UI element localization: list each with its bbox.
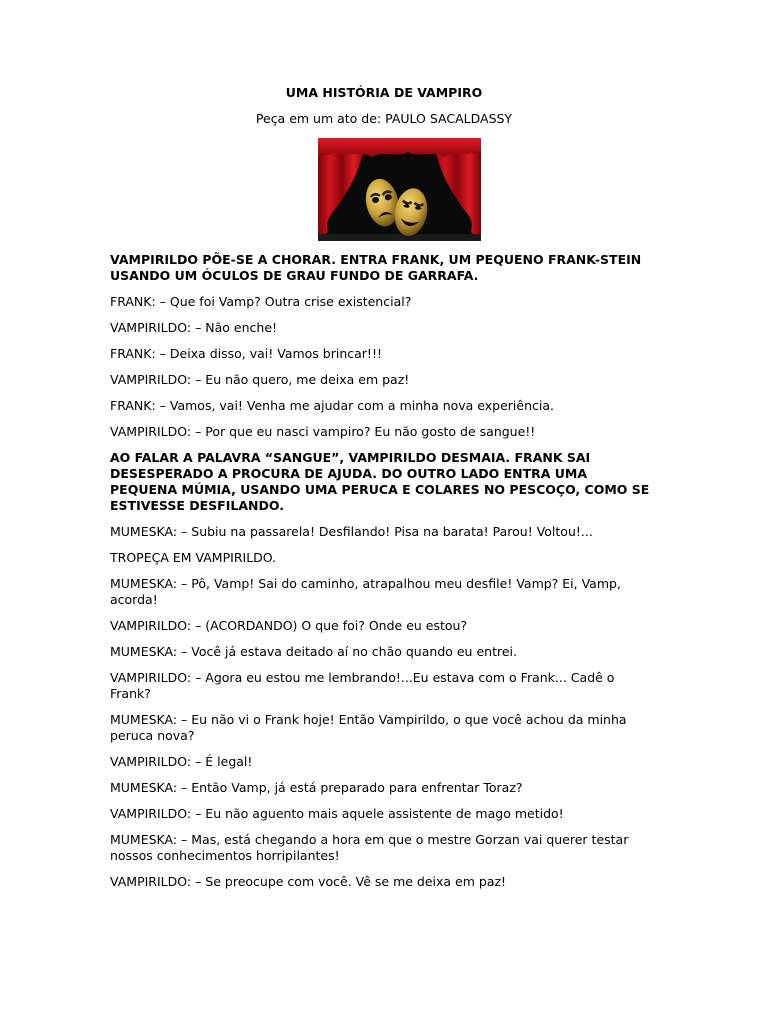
dialogue-line: FRANK: – Deixa disso, vai! Vamos brincar!!! <box>110 346 382 361</box>
dialogue-line: VAMPIRILDO: – Por que eu nasci vampiro? Eu não gosto de sangue!! <box>110 424 536 439</box>
document-title: UMA HISTÓRIA DE VAMPIRO <box>285 85 483 100</box>
dialogue-line: VAMPIRILDO: – Não enche! <box>110 320 278 335</box>
dialogue-line: MUMESKA: – Subiu na passarela! Desfilando! Pisa na barata! Parou! Voltou!... <box>110 524 593 539</box>
dialogue-line: MUMESKA: – Eu não vi o Frank hoje! Então Vampirildo, o que você achou da minha peruca nova? <box>110 712 627 743</box>
document-subtitle: Peça em um ato de: PAULO SACALDASSY <box>255 111 513 126</box>
dialogue-line: VAMPIRILDO: – Eu não quero, me deixa em paz! <box>110 372 410 387</box>
dialogue-line: FRANK: – Que foi Vamp? Outra crise existencial? <box>110 294 412 309</box>
stage-direction: AO FALAR A PALAVRA “SANGUE”, VAMPIRILDO DESMAIA. FRANK SAI DESESPERADO A PROCURA DE AJUDA. DO OUTRO LADO ENTRA UMA PEQUENA MÚMIA, USANDO UMA PERUCA E COLARES NO PESCOÇO, COMO SE ESTIVESSE DESFILANDO. <box>110 450 650 513</box>
dialogue-line: TROPEÇA EM VAMPIRILDO. <box>110 550 277 565</box>
dialogue-line: VAMPIRILDO: – Agora eu estou me lembrando!...Eu estava com o Frank... Cadê o Frank? <box>110 670 615 701</box>
dialogue-line: MUMESKA: – Então Vamp, já está preparado para enfrentar Toraz? <box>110 780 523 795</box>
dialogue-line: MUMESKA: – Você já estava deitado aí no chão quando eu entrei. <box>110 644 517 659</box>
script-body <box>110 252 655 900</box>
dialogue-line: VAMPIRILDO: – É legal! <box>110 754 253 769</box>
dialogue-line: VAMPIRILDO: – Eu não aguento mais aquele assistente de mago metido! <box>110 806 564 821</box>
dialogue-line: VAMPIRILDO: – Se preocupe com você. Vê se me deixa em paz! <box>110 874 507 889</box>
dialogue-line: VAMPIRILDO: – (ACORDANDO) O que foi? Onde eu estou? <box>110 618 468 633</box>
stage-direction: VAMPIRILDO PÕE-SE A CHORAR. ENTRA FRANK, UM PEQUENO FRANK-STEIN USANDO UM ÓCULOS DE GRAU FUNDO DE GARRAFA. <box>110 252 642 283</box>
dialogue-line: FRANK: – Vamos, vai! Venha me ajudar com a minha nova experiência. <box>110 398 554 413</box>
dialogue-line: MUMESKA: – Mas, está chegando a hora em que o mestre Gorzan vai querer testar nossos conhecimentos horripilantes! <box>110 832 629 863</box>
dialogue-line: MUMESKA: – Pô, Vamp! Sai do caminho, atrapalhou meu desfile! Vamp? Ei, Vamp, acorda! <box>110 576 621 607</box>
theater-masks-icon <box>318 138 481 241</box>
